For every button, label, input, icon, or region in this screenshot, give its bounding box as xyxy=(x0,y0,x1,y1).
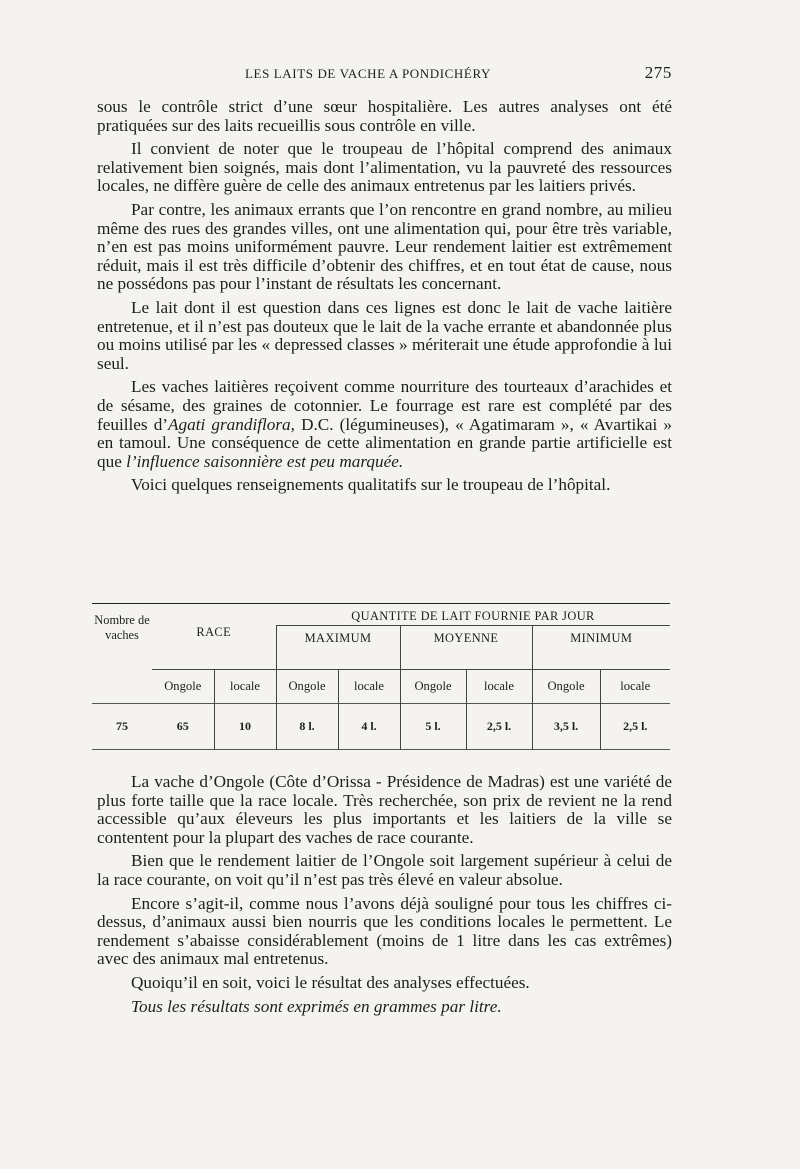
subheader-min-locale: locale xyxy=(600,670,670,704)
cell-max-ongole: 8 l. xyxy=(276,704,338,750)
paragraph-5 xyxy=(97,378,672,471)
emphasis-seasonal: l’influence saisonnière est peu marquée. xyxy=(126,451,404,471)
paragraph-5-text-a: Les vaches laitières reçoivent comme nourriture des tourteaux d’arachides et de sésame, des graines de cotonnier. Le fourrage est rare est complété par des feuilles d’ xyxy=(97,377,672,434)
species-name: Agati grandiflora, xyxy=(168,414,295,434)
header-minimum: MINIMUM xyxy=(532,626,670,652)
closing-note xyxy=(97,998,672,1017)
paragraph-4: Le lait dont il est question dans ces lignes est donc le lait de vache laitière entretenue, et il n’est pas douteux que le lait de la vache errante et abandonnée plus ou moins utilisé par les « depressed classes » mériterait une étude approfondie à lui seul. xyxy=(97,297,672,373)
paragraph-3: Par contre, les animaux errants que l’on rencontre en grand nombre, au milieu même des rues des grandes villes, ont une alimentation qui, pour être très variable, n’en est pas moins uniformément pauvre. Leur rendement laitier est extrêmement réduit, mais il est très difficile d’obtenir des chiffres, et en tout état de cause, nous ne possédons pas pour l’instant de résultats les concernant. xyxy=(97,199,672,294)
subheader-avg-locale: locale xyxy=(466,670,532,704)
header-quantite: QUANTITE DE LAIT FOURNIE PAR JOUR xyxy=(276,604,670,626)
paragraph-7: La vache d’Ongole (Côte d’Orissa - Présidence de Madras) est une variété de plus forte taille que la race locale. Très recherchée, son prix de revient ne la rend accessible qu’aux éleveurs les plus importants et les laitiers de la ville se contentent pour la plupart des vaches de race courante. xyxy=(97,772,672,847)
milk-yield-table xyxy=(92,603,670,750)
subheader-race-locale: locale xyxy=(214,670,276,704)
cell-avg-ongole: 5 l. xyxy=(400,704,466,750)
paragraph-6: Voici quelques renseignements qualitatifs sur le troupeau de l’hôpital. xyxy=(131,475,611,495)
subheader-avg-ongole: Ongole xyxy=(400,670,466,704)
cell-min-locale: 2,5 l. xyxy=(600,704,670,750)
paragraph-8: Bien que le rendement laitier de l’Ongole soit largement supérieur à celui de la race courante, on voit qu’il n’est pas très élevé en valeur absolue. xyxy=(97,851,672,889)
cell-race-locale: 10 xyxy=(214,704,276,750)
body-text-bottom xyxy=(97,773,672,1016)
header-maximum: MAXIMUM xyxy=(276,626,400,652)
subheader-max-ongole: Ongole xyxy=(276,670,338,704)
paragraph-2: Il convient de noter que le troupeau de l’hôpital comprend des animaux relativement bien soignés, mais dont l’alimentation, vu la pauvreté des ressources locales, ne diffère guère de celle des animaux entretenus par les laitiers privés. xyxy=(97,139,672,196)
table-row xyxy=(92,704,670,750)
running-title: LES LAITS DE VACHE A PONDICHÉRY xyxy=(245,66,492,81)
paragraph-10: Quoiqu’il en soit, voici le résultat des analyses effectuées. xyxy=(131,972,530,992)
cell-max-locale: 4 l. xyxy=(338,704,400,750)
body-text-top xyxy=(97,98,672,495)
header-nombre-vaches: Nombre de vaches xyxy=(94,612,150,642)
page-number: 275 xyxy=(644,63,672,82)
subheader-max-locale: locale xyxy=(338,670,400,704)
cell-avg-locale: 2,5 l. xyxy=(466,704,532,750)
paragraph-1: sous le contrôle strict d’une sœur hospitalière. Les autres analyses ont été pratiquées sur des laits recueillis sous contrôle en ville. xyxy=(97,97,672,135)
page-header xyxy=(97,63,672,88)
paragraph-5-text-c: D.C. (légumineuses), « Agatimaram », « Avartikai » en tamoul. Une conséquence de cette alimentation en grande partie artificielle est que xyxy=(97,414,672,471)
cell-race-ongole: 65 xyxy=(176,719,189,733)
cell-nombre: 75 xyxy=(116,719,128,733)
header-race: RACE xyxy=(196,625,232,640)
paragraph-9: Encore s’agit-il, comme nous l’avons déjà souligné pour tous les chiffres ci-dessus, d’animaux aussi bien nourris que les conditions locales le permettent. Le rendement s’abaisse considérablement (moins de 1 litre dans les cas extrêmes) avec des animaux mal entretenus. xyxy=(97,893,672,969)
closing-italic-text: Tous les résultats sont exprimés en grammes par litre. xyxy=(131,996,502,1016)
subheader-min-ongole: Ongole xyxy=(532,670,600,704)
header-moyenne: MOYENNE xyxy=(400,626,532,652)
subheader-race-ongole: Ongole xyxy=(164,679,202,693)
cell-min-ongole: 3,5 l. xyxy=(532,704,600,750)
